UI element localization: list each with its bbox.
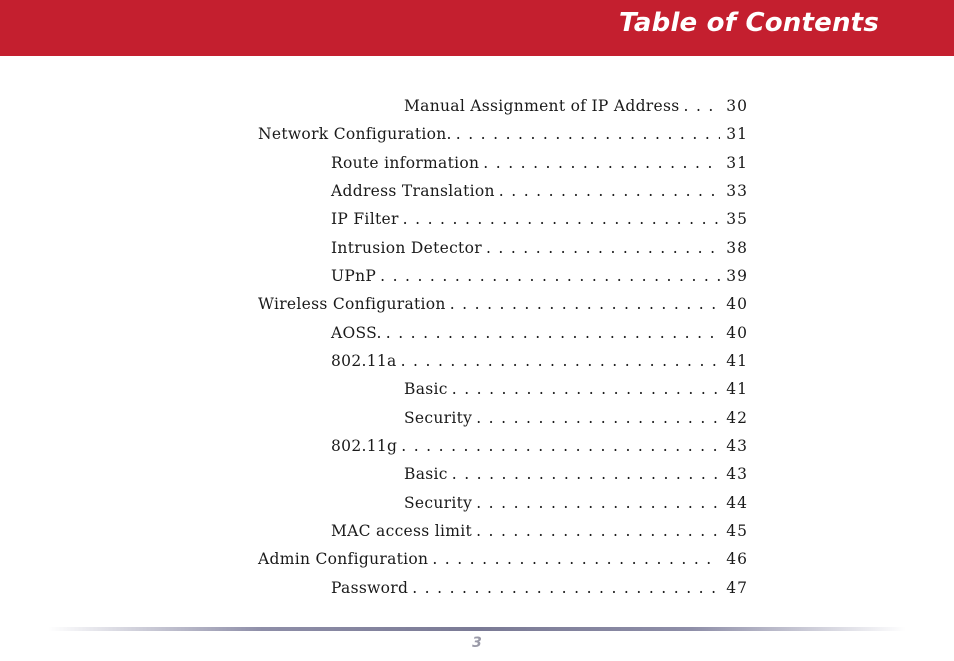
toc-entry[interactable] (331, 237, 748, 259)
toc-entry-label: Route information (331, 154, 480, 172)
dot-leader (476, 407, 720, 429)
toc-entry-page: 41 (726, 380, 748, 398)
dot-leader (432, 548, 720, 570)
toc-entry-page: 30 (726, 97, 748, 115)
toc-entry-label: Security (404, 409, 473, 427)
toc-entry-label: Intrusion Detector (331, 239, 482, 257)
toc-entry-page: 40 (726, 295, 748, 313)
dot-leader (452, 378, 721, 400)
dot-leader (412, 577, 720, 599)
toc-entry-label: Admin Configuration (258, 550, 429, 568)
toc-entry[interactable] (331, 152, 748, 174)
toc-entry-page: 33 (726, 182, 748, 200)
page-title: Table of Contents (619, 8, 879, 38)
toc-entry[interactable] (331, 577, 748, 599)
toc-entry[interactable] (258, 293, 748, 315)
dot-leader (386, 322, 721, 344)
toc-entry-page: 31 (726, 125, 748, 143)
toc-entry[interactable] (331, 322, 748, 344)
dot-leader (401, 435, 720, 457)
dot-leader (450, 293, 721, 315)
toc-entry[interactable] (331, 180, 748, 202)
toc-entry-page: 44 (726, 494, 748, 512)
dot-leader (380, 265, 720, 287)
toc-entry-page: 42 (726, 409, 748, 427)
toc-entry-label: Manual Assignment of IP Address (404, 97, 680, 115)
dot-leader (483, 152, 720, 174)
toc-entry-page: 46 (726, 550, 748, 568)
toc-entry[interactable] (404, 463, 748, 485)
toc-entry[interactable] (258, 123, 748, 145)
dot-leader (499, 180, 720, 202)
toc-entry-page: 31 (726, 154, 748, 172)
toc-entry[interactable] (331, 520, 748, 542)
toc-entry[interactable] (331, 435, 748, 457)
dot-leader (452, 463, 721, 485)
toc-entry-label: Security (404, 494, 473, 512)
toc-entry-page: 35 (726, 210, 748, 228)
toc-entry[interactable] (404, 378, 748, 400)
toc-entry-label: Basic (404, 380, 448, 398)
dot-leader (456, 123, 721, 145)
toc-entry[interactable] (404, 95, 748, 117)
dot-leader (476, 520, 720, 542)
dot-leader (476, 492, 720, 514)
toc-entry[interactable] (331, 265, 748, 287)
toc-entry[interactable] (258, 548, 748, 570)
toc-entry[interactable] (404, 492, 748, 514)
toc-entry-label: 802.11g (331, 437, 398, 455)
toc-entry-label: Wireless Configuration (258, 295, 446, 313)
toc-entry[interactable] (331, 208, 748, 230)
toc-entry-label: AOSS. (331, 324, 382, 342)
toc-entry-label: MAC access limit (331, 522, 473, 540)
toc-entry-label: Basic (404, 465, 448, 483)
toc-entry-label: Address Translation (331, 182, 495, 200)
toc-entry-page: 43 (726, 465, 748, 483)
toc-entry-label: UPnP (331, 267, 377, 285)
toc-entry-page: 38 (726, 239, 748, 257)
dot-leader (683, 95, 720, 117)
toc-entry-label: Network Configuration. (258, 125, 452, 143)
toc-entry-page: 45 (726, 522, 748, 540)
toc-entry[interactable] (331, 350, 748, 372)
toc-entry[interactable] (404, 407, 748, 429)
toc-entry-page: 40 (726, 324, 748, 342)
toc-entry-label: 802.11a (331, 352, 397, 370)
toc-entry-page: 43 (726, 437, 748, 455)
toc-entry-label: Password (331, 579, 409, 597)
dot-leader (403, 208, 721, 230)
page-number: 3 (472, 635, 482, 651)
toc-entry-page: 41 (726, 352, 748, 370)
dot-leader (401, 350, 721, 372)
toc-entry-page: 39 (726, 267, 748, 285)
toc-entry-label: IP Filter (331, 210, 399, 228)
toc-entry-page: 47 (726, 579, 748, 597)
dot-leader (486, 237, 720, 259)
footer-divider (48, 627, 906, 631)
